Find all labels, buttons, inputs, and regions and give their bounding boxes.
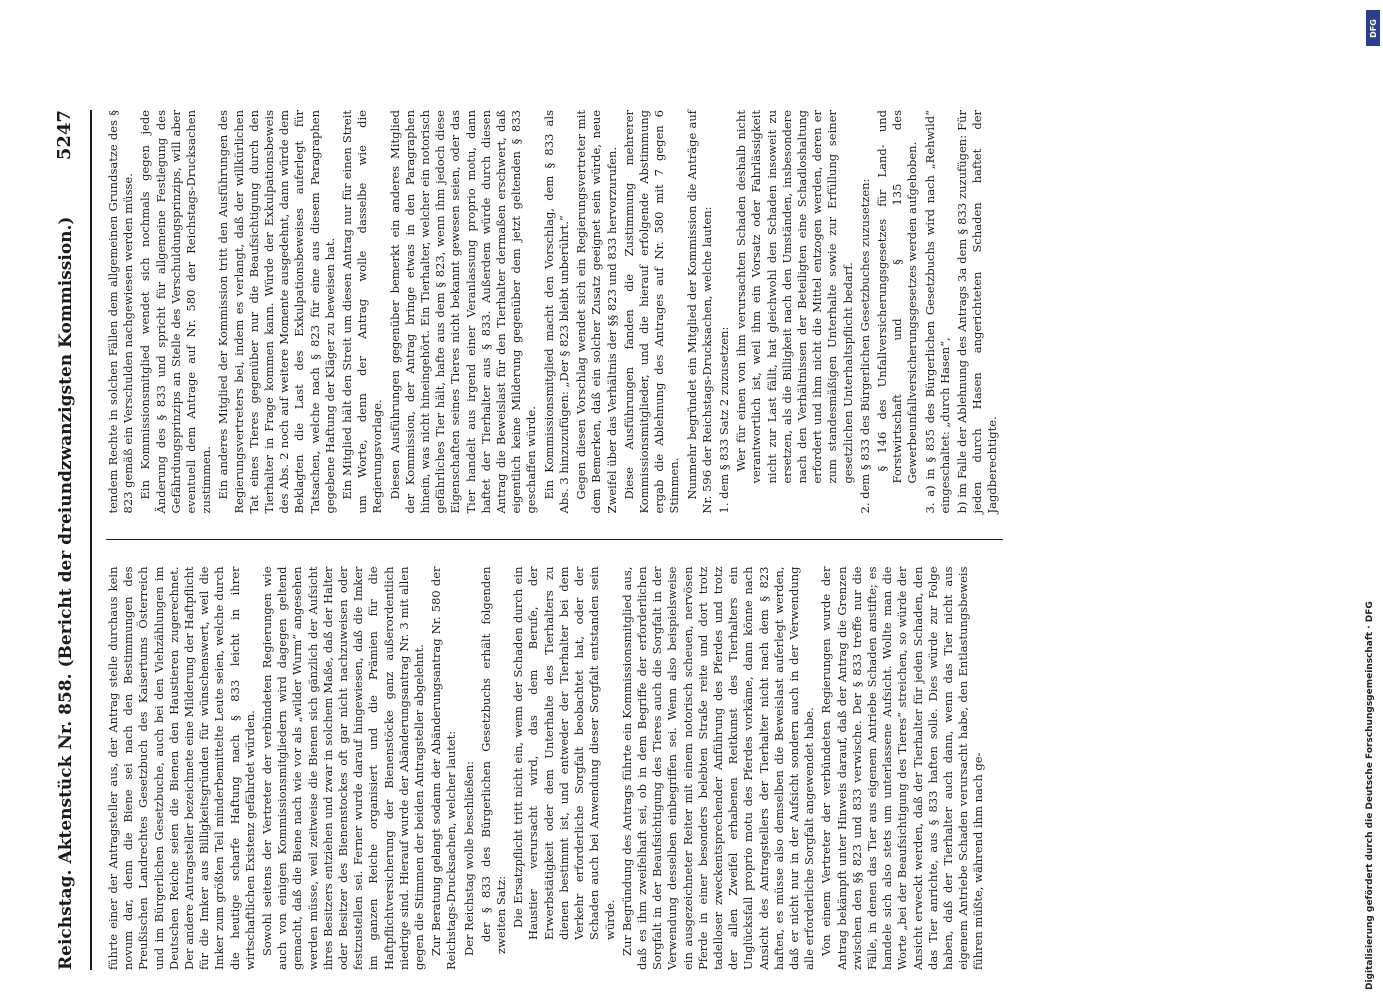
paragraph: Zur Begründung des Antrags führte ein Kommissionsmitglied aus, daß es ihm zweifelhaft sei, ob in dem Begriffe der erforderlichen Sorgfalt in der Beaufsichtigung des Tieres auch die Sorgfalt in der Verwendung desselben einbegriffen sei. Wenn also beispielsweise ein ausgezeichneter Reiter mit einem notorisch scheuen, nervösen Pferde in einer besonders belebten Straße reite und dort trotz tadelloser zweckentsprechender Anführung des Pferdes und trotz der allen Zweifel erhabenen Reitkunst des Tierhalters ein Unglücksfall proprio motu des Pferdes vorkäme, dann könne nach Ansicht des Antragstellers der Tierhalter nicht nach dem § 823 haften, es müsse also demselben die Beweislast auferlegt werden, daß er nicht nur in der Aufsicht sondern auch in der Verwendung alle erforderliche Sorgfalt angewendet habe. <box>619 566 817 970</box>
paragraph: Ein Kommissionsmitglied macht den Vorschlag, dem § 833 als Abs. 3 hinzuzufügen: „Der § 823 bleibt unberührt.“ <box>541 110 571 514</box>
paragraph: der § 833 des Bürgerlichen Gesetzbuchs erhält folgenden zweiten Satz: <box>478 566 509 954</box>
header-title: Aktenstück Nr. 858. (Bericht der dreiundzwanzigsten Kommission.) <box>56 216 76 864</box>
list-item: 3. a) in § 835 des Bürgerlichen Gesetzbuchs wird nach „Rehwild“ eingeschaltet: „durch Hasen“, <box>922 110 952 514</box>
paragraph: Zur Beratung gelangt sodann der Abänderungsantrag Nr. 580 der Reichstags-Drucksachen, welcher lautet: <box>429 566 459 970</box>
list-item: 2. dem § 833 des Bürgerlichen Gesetzbuches zuzusetzen: <box>857 178 872 514</box>
paragraph: Die Ersatzpflicht tritt nicht ein, wenn der Schaden durch ein Haustier verursacht wird, das dem Berufe, der Erwerbstätigkeit oder dem Unterhalte des Tierhalters zu dienen bestimmt ist, und entweder der Tierhalter bei dem Verkehr erforderliche Sorgfalt beobachtet hat, oder der Schaden auch bei Anwendung dieser Sorgfalt entstanden sein würde. <box>511 566 617 940</box>
paragraph: Gegen diesen Vorschlag wendet sich ein Regierungsvertreter mit dem Bemerken, daß ein solcher Zusatz geeignet sein würde, neue Zweifel über das Verhältnis der §§ 823 und 833 hervorzurufen. <box>574 110 619 514</box>
paragraph: Ein Mitglied hält den Streit um diesen Antrag nur für einen Streit um Worte, denn der Antrag wolle dasselbe wie die Regierungsvorlage. <box>340 110 385 514</box>
page-header <box>50 110 92 970</box>
paragraph: Nunmehr begründet ein Mitglied der Kommission die Anträge auf Nr. 596 der Reichstags-Drucksachen, welche lauten: <box>684 110 714 514</box>
paragraph: Ein Kommissionsmitglied wendet sich nochmals gegen jede Änderung des § 833 und spricht für allgemeine Festlegung des Gefährdungsprinzips an Stelle des Verschuldungsprinzips, will aber eventuell dem Antrage auf Nr. 580 der Reichstags-Drucksachen zustimmen. <box>138 110 214 514</box>
paragraph: tendem Rechte in solchen Fällen dem allgemeinen Grundsatze des § 823 gemäß ein Verschulden nachgewiesen werden müsse. <box>106 110 136 514</box>
paragraph: Von einem Vertreter der verbündeten Regierungen wurde der Antrag bekämpft unter Hinweis darauf, daß der Antrag die Grenzen zwischen den §§ 823 und 833 verwische. Der § 833 treffe nur die Fälle, in denen das Tier aus eigenem Antriebe Schaden anstifte; es handele sich also stets um unterlassene Aufsicht. Wollte man die Worte „bei der Beaufsichtigung des Tieres“ streichen, so würde der Ansicht erweckt werden, daß der Tierhalter für jeden Schaden, den das Tier anrichte, aus § 833 haften solle. Dies würde zur Folge haben, daß der Tierhalter auch dann, wenn das Tier nicht aus eigenem Antriebe Schaden verursacht habe, den Entlastungsbeweis führen müßte, während ihm nach ge- <box>819 566 986 970</box>
digitization-credit: Digitalisierung gefördert durch die Deutsche Forschungsgemeinschaft · DFG <box>1365 601 1375 990</box>
list-item: 1. dem § 833 Satz 2 zuzusetzen: <box>716 326 731 514</box>
column-divider <box>106 540 1003 541</box>
column-right <box>106 110 1003 514</box>
header-left: Reichstag. <box>56 869 76 970</box>
paragraph: Sowohl seitens der Vertreter der verbündeten Regierungen wie auch von einigen Kommissionsmitgliedern wird dagegen geltend gemacht, daß die Biene nach wie vor als „wilder Wurm“ angesehen werden müsse, weil zeitweise die Bienen sich gänzlich der Aufsicht ihres Besitzers entziehen und zwar in solchem Maße, daß der Halter oder Besitzer des Bienenstockes oft gar nicht nachzuweisen oder festzustellen sei. Ferner wurde darauf hingewiesen, daß die Imker im ganzen Reiche organisiert und die Prämien für die Haftpflichtversicherung der Bienenstöcke ganz außerordentlich niedrige sind. Hierauf wurde der Abänderungsantrag Nr. 3 mit allen gegen die Stimmen der beiden Antragsteller abgelehnt. <box>260 566 427 970</box>
paragraph: Diesen Ausführungen gegenüber bemerkt ein anderes Mitglied der Kommission, der Antrag bringe etwas in den Paragraphen hinein, was nicht hineingehört. Ein Tierhalter, welcher ein notorisch gefährliches Tier hält, hafte aus dem § 823, wenn ihm jedoch diese Eigenschaften seines Tieres nicht bekannt gewesen seien, oder das Tier handelt aus irgend einer Veranlassung proprio motu, dann haftet der Tierhalter aus § 833. Außerdem würde durch diesen Antrag die Beweislast für den Tierhalter dermaßen erschwert, daß eigentlich keine Milderung gegenüber dem jetzt geltenden § 833 geschaffen würde. <box>387 110 539 514</box>
paragraph: Der Reichstag wolle beschließen: <box>461 761 476 956</box>
quoted-text: Wer für einen von ihm verursachten Schaden deshalb nicht verantwortlich ist, weil ihm ein Vorsatz oder Fahrlässigkeit nicht zur Last fällt, hat gleichwohl den Schaden insoweit zu ersetzen, als die Billigkeit nach den Umständen, insbesondere nach den Verhältnissen der Beteiligten eine Schadloshaltung erfordert und ihm nicht die Mittel entzogen werden, deren er zum standesmäßigen Unterhalte sowie zur Erfüllung seiner gesetzlichen Unterhaltspflicht bedarf. <box>734 110 855 484</box>
text-columns <box>106 110 1003 970</box>
page-number: 5247 <box>54 110 75 161</box>
quoted-text: § 146 des Unfallversicherungsgesetzes für Land- und Forstwirtschaft und § 135 des Gewerbeunfallversicherungsgesetzes werden aufgehoben. <box>874 110 920 484</box>
paragraph: Diese Ausführungen fanden die Zustimmung mehrerer Kommissionsmitglieder, und die hierauf erfolgende Abstimmung ergab die Ablehnung des Antrages auf Nr. 580 mit 7 gegen 6 Stimmen. <box>621 110 682 514</box>
paragraph: Ein anderes Mitglied der Kommission tritt den Ausführungen des Regierungsvertreters bei, indem es verlangt, daß der willkürlichen Tat eines Tieres gegenüber nur die Beaufsichtigung durch den Tierhalter in Frage kommen kann. Würde der Exkulpationsbeweis des Abs. 2 noch auf weitere Momente ausgedehnt, dann würde dem Beklagten die Last des Exkulpationsbeweises auferlegt für Tatsachen, welche nach § 823 für eine aus diesem Paragraphen gegebene Haftung der Kläger zu beweisen hat. <box>216 110 337 514</box>
list-item: b) im Falle der Ablehnung des Antrags 3a dem § 833 zuzufügen: Für jeden durch Hasen angerichteten Schaden haftet der Jagdberechtigte. <box>954 110 1000 514</box>
dfg-logo: DFG <box>1366 10 1380 46</box>
column-left <box>106 567 1003 971</box>
paragraph: führte einer der Antragsteller aus, der Antrag stelle durchaus kein novum dar, denn die Biene sei nach den Bestimmungen des Preußischen Landrechtes Gesetzbuch des Kaisertums Österreich und im Bürgerlichen Gesetzbuche, auch bei den Viehzählungen im Deutschen Reiche seien die Bienen den Haustieren zugerechnet. Der andere Antragsteller bezeichnete eine Milderung der Haftpflicht für die Imker aus Billigkeitsgründen für wünschenswert, weil die Imker zum größten Teil minderbemittelte Leute seien, welche durch die heutige scharfe Haftung nach § 833 leicht in ihrer wirtschaftlichen Existenz gefährdet würden. <box>106 566 257 970</box>
rotated-page <box>50 90 1310 990</box>
